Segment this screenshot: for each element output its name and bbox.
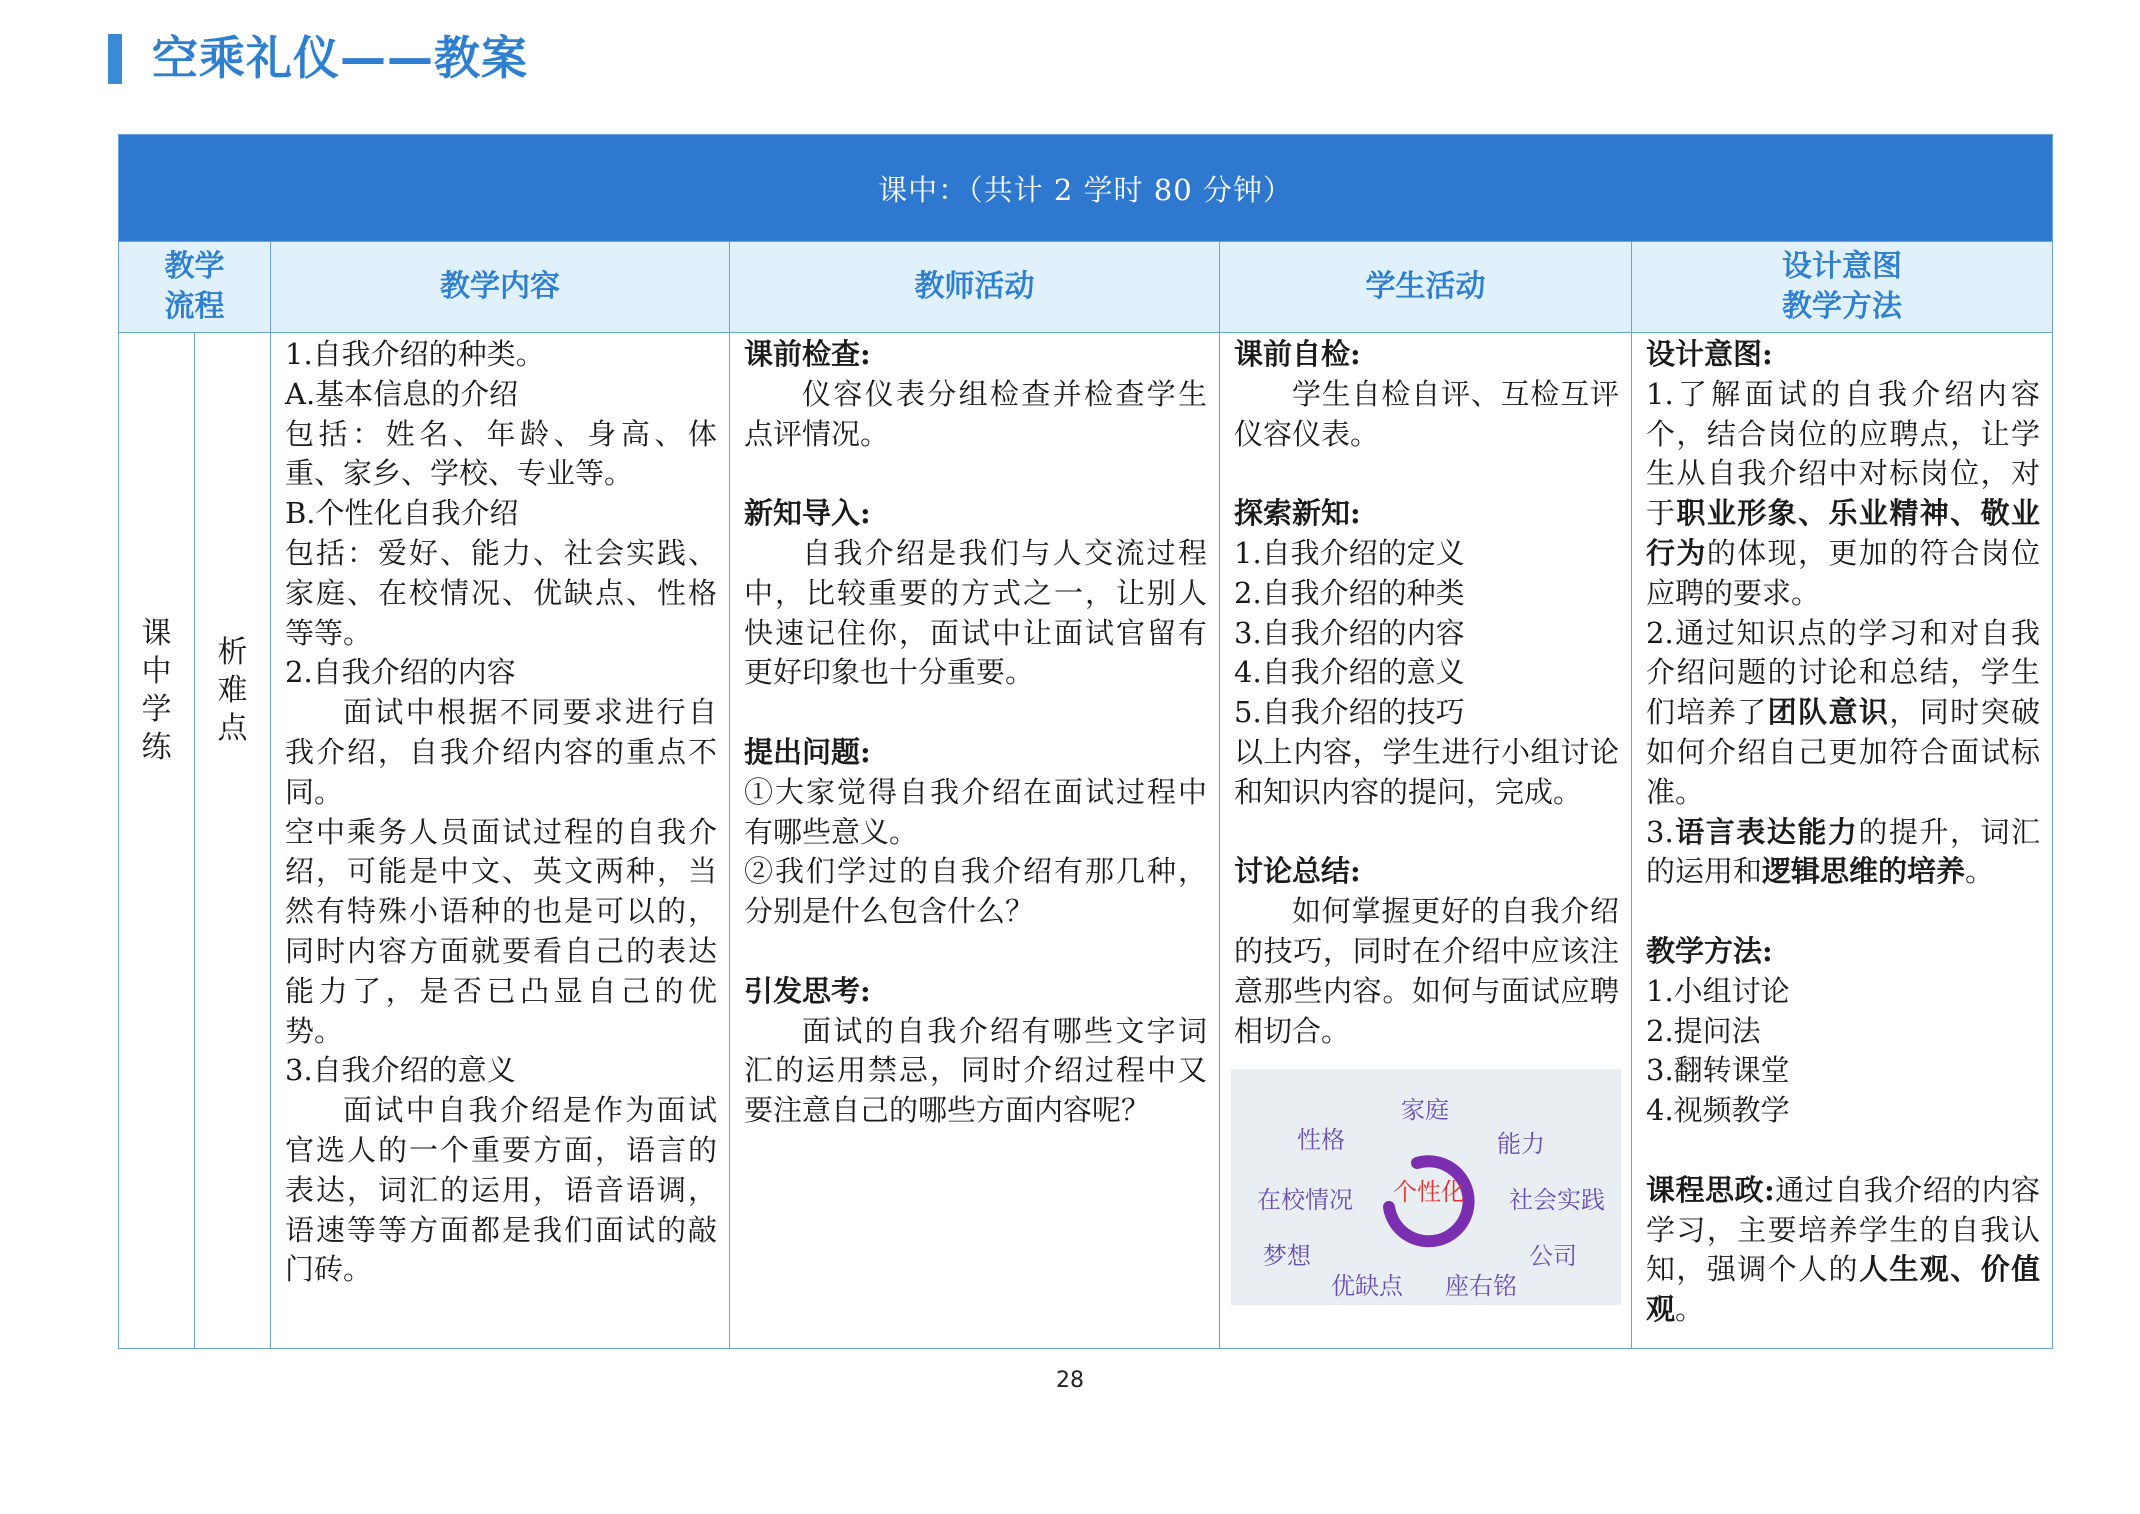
student-heading: 讨论总结: (1234, 854, 1361, 889)
subsection-heading: B.个性化自我介绍 (285, 496, 519, 531)
graphic-word: 优缺点 (1331, 1272, 1403, 1301)
stage-label: 课 中 学 练 (119, 333, 195, 1349)
col-header-process: 教学 流程 (119, 242, 271, 333)
question-item: ②我们学过的自我介绍有那几种，分别是什么包含什么？ (744, 854, 1207, 929)
list-item: 5.自我介绍的技巧 (1234, 695, 1465, 730)
page-number: 28 (1056, 1368, 1084, 1393)
paragraph: 自我介绍是我们与人交流过程中，比较重要的方式之一，让别人快速记住你，面试中让面试官留有更好印象也十分重要。 (744, 535, 1207, 690)
col-header-content: 教学内容 (271, 242, 730, 333)
teacher-heading: 提出问题: (744, 734, 871, 769)
paragraph: 如何掌握更好的自我介绍的技巧，同时在介绍中应该注意那些内容。如何与面试应聘相切合。 (1234, 894, 1619, 1048)
paragraph: 2.通过知识点的学习和对自我介绍问题的讨论和总结，学生们培养了团队意识，同时突破如何介绍自己更加符合面试标准。 (1646, 615, 2041, 809)
design-heading: 设计意图: (1646, 337, 1773, 371)
col-header-student: 学生活动 (1220, 242, 1632, 333)
graphic-word: 座右铭 (1445, 1272, 1517, 1301)
paragraph: 面试中根据不同要求进行自我介绍，自我介绍内容的重点不同。 (285, 695, 717, 809)
graphic-word: 能力 (1497, 1130, 1545, 1159)
student-cell (1220, 333, 1632, 1349)
lesson-plan-table (118, 134, 2053, 1349)
graphic-word: 社会实践 (1509, 1186, 1605, 1215)
col-header-teacher: 教师活动 (730, 242, 1220, 333)
teacher-heading: 引发思考: (744, 973, 871, 1008)
personalization-word-graphic (1231, 1069, 1621, 1305)
paragraph: 空中乘务人员面试过程的自我介绍，可能是中文、英文两种，当然有特殊小语种的也是可以的，同时内容方面就要看自己的表达能力了，是否已凸显自己的优势。 (285, 814, 717, 1048)
sub-stage-label: 析 难 点 (195, 333, 271, 1349)
question-item: ①大家觉得自我介绍在面试过程中有哪些意义。 (744, 774, 1207, 849)
paragraph: 面试的自我介绍有哪些文字词汇的运用禁忌，同时介绍过程中又要注意自己的哪些方面内容呢？ (744, 1013, 1207, 1128)
paragraph: 面试中自我介绍是作为面试官选人的一个重要方面，语言的表达，词汇的运用，语音语调，语速等等方面都是我们面试的敲门砖。 (285, 1093, 717, 1287)
section-heading: 2.自我介绍的内容 (285, 655, 516, 690)
ideology-paragraph: 课程思政:通过自我介绍的内容学习，主要培养学生的自我认知，强调个人的人生观、价值观。 (1646, 1172, 2041, 1327)
graphic-word: 公司 (1529, 1242, 1577, 1271)
paragraph: 学生自检自评、互检互评仪容仪表。 (1234, 376, 1619, 451)
graphic-word: 在校情况 (1257, 1186, 1353, 1215)
paragraph: 以上内容，学生进行小组讨论和知识内容的提问，完成。 (1234, 734, 1619, 809)
list-item: 4.自我介绍的意义 (1234, 655, 1465, 690)
subsection-heading: A.基本信息的介绍 (285, 376, 519, 411)
graphic-word: 性格 (1297, 1126, 1345, 1155)
section-heading: 1.自我介绍的种类。 (285, 337, 545, 371)
method-item: 2.提问法 (1646, 1013, 1761, 1048)
paragraph: 包括：姓名、年龄、身高、体重、家乡、学校、专业等。 (285, 416, 717, 491)
paragraph: 包括：爱好、能力、社会实践、家庭、在校情况、优缺点、性格等等。 (285, 535, 717, 650)
list-item: 1.自我介绍的定义 (1234, 535, 1465, 570)
title-accent-bar (108, 34, 122, 84)
page-title: 空乘礼仪——教案 (152, 31, 528, 85)
teacher-heading: 课前检查: (744, 337, 871, 371)
content-cell (271, 333, 730, 1349)
student-heading: 探索新知: (1234, 496, 1361, 531)
design-cell (1632, 333, 2053, 1349)
paragraph: 3.语言表达能力的提升，词汇的运用和逻辑思维的培养。 (1646, 814, 2041, 889)
section-heading: 3.自我介绍的意义 (285, 1053, 516, 1088)
method-item: 4.视频教学 (1646, 1093, 1790, 1128)
design-heading: 教学方法: (1646, 933, 1773, 968)
graphic-word: 家庭 (1401, 1096, 1449, 1125)
session-header: 课中：（共计 2 学时 80 分钟） (119, 135, 2053, 242)
teacher-heading: 新知导入: (744, 496, 871, 531)
paragraph: 1.了解面试的自我介绍内容个，结合岗位的应聘点，让学生从自我介绍中对标岗位，对于职业形象、乐业精神、敬业行为的体现，更加的符合岗位应聘的要求。 (1646, 376, 2041, 610)
teacher-cell (730, 333, 1220, 1349)
method-item: 1.小组讨论 (1646, 973, 1790, 1008)
list-item: 2.自我介绍的种类 (1234, 575, 1465, 610)
paragraph: 仪容仪表分组检查并检查学生点评情况。 (744, 376, 1207, 451)
list-item: 3.自我介绍的内容 (1234, 615, 1465, 650)
graphic-word: 梦想 (1263, 1242, 1311, 1271)
graphic-center-word: 个性化 (1393, 1178, 1465, 1207)
student-heading: 课前自检: (1234, 337, 1361, 371)
col-header-design: 设计意图 教学方法 (1632, 242, 2053, 333)
method-item: 3.翻转课堂 (1646, 1053, 1790, 1088)
